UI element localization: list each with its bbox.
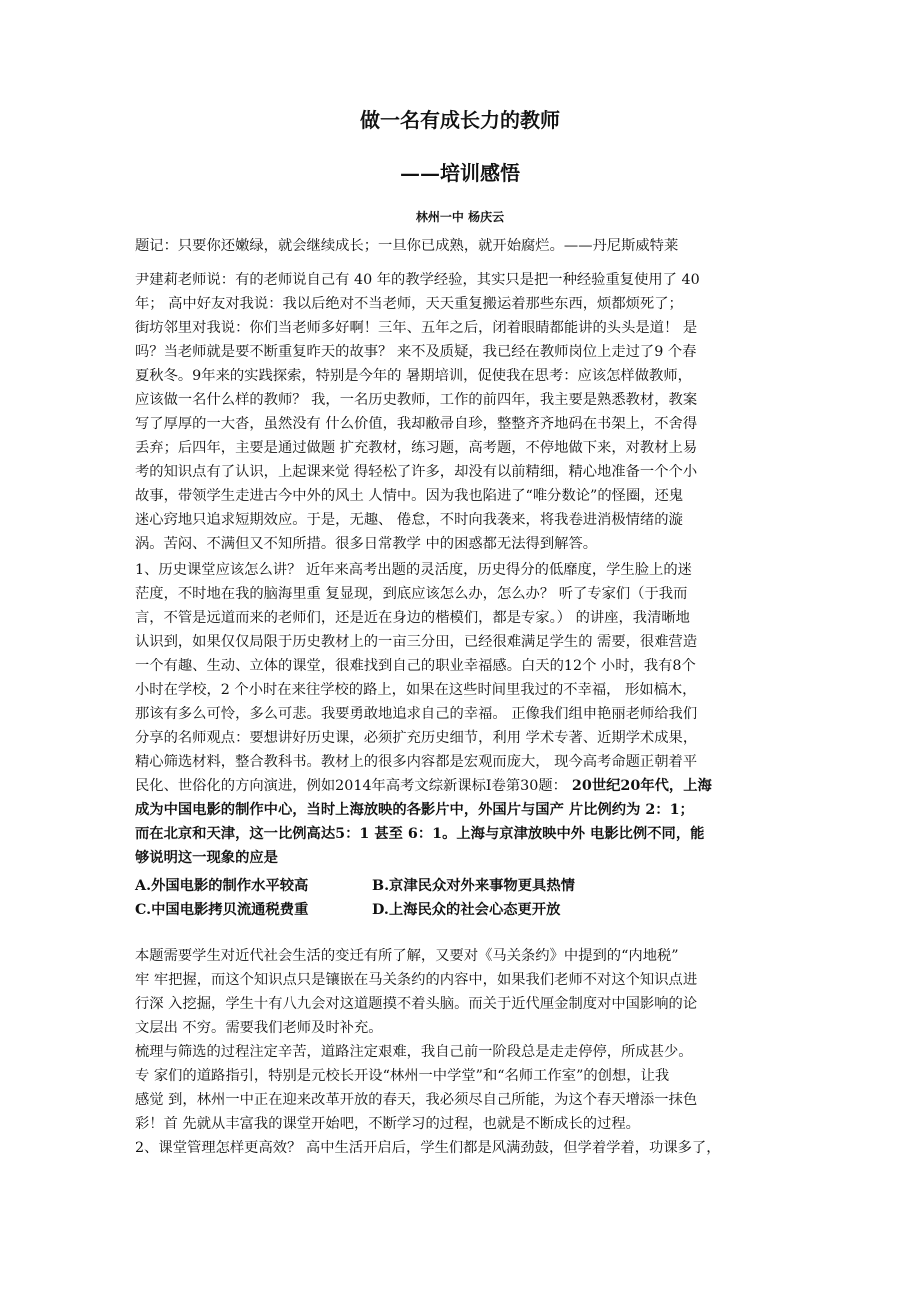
- text-line: 故事，带领学生走进古今中外的风土 人情中。因为我也陷进了“唯分数论”的怪圈，还鬼: [135, 488, 684, 504]
- text-line: 涡。苦闷、不满但又不知所措。很多日常教学 中的困惑都无法得到解答。: [135, 536, 598, 552]
- text-line: 考的知识点有了认识，上起课来觉 得轻松了许多，却没有以前精细，精心地准备一个个小: [135, 464, 698, 480]
- page-title: 做一名有成长力的教师: [360, 108, 560, 132]
- text-line: 感觉 到，林州一中正在迎来改革开放的春天，我必须尽自己所能，为这个春天增添一抹色: [135, 1092, 698, 1108]
- text-line: 文层出 不穷。需要我们老师及时补充。: [135, 1020, 383, 1036]
- text-line: 应该做一名什么样的教师？ 我，一名历史教师，工作的前四年，我主要是熟悉教材，教案: [135, 392, 698, 408]
- text-line: 尹建莉老师说：有的老师说自己有 40 年的教学经验，其实只是把一种经验重复使用了 40: [135, 272, 700, 288]
- text-line: 本题需要学生对近代社会生活的变迁有所了解，又要对《马关条约》中提到的“内地税”: [135, 948, 679, 964]
- epigraph: 题记：只要你还嫩绿，就会继续成长；一旦你已成熟，就开始腐烂。——丹尼斯威特莱: [135, 238, 679, 254]
- text-line: 彩！首 先就从丰富我的课堂开始吧，不断学习的过程，也就是不断成长的过程。: [135, 1116, 640, 1132]
- text-line: 认识到，如果仅仅局限于历史教材上的一亩三分田，已经很难满足学生的 需要，很难营造: [135, 634, 698, 650]
- exam-question-line: 够说明这一现象的应是: [135, 850, 278, 866]
- author-line: 林州一中 杨庆云: [415, 210, 505, 224]
- page-subtitle: ——培训感悟: [400, 161, 520, 185]
- text-line: 夏秋冬。9年来的实践探索，特别是今年的 暑期培训，促使我在思考：应该怎样做教师，: [135, 368, 692, 384]
- text-line: 茫度，不时地在我的脑海里重 复显现，到底应该怎么办，怎么办？ 听了专家们（于我而: [135, 586, 688, 602]
- text-line: 言，不管是远道而来的老师们，还是近在身边的楷模们，都是专家。） 的讲座，我清晰地: [135, 610, 690, 626]
- text-line: 分享的名师观点：要想讲好历史课，必须扩充历史细节，利用 学术专著、近期学术成果，: [135, 730, 698, 746]
- text-line: 梳理与筛选的过程注定辛苦，道路注定艰难，我自己前一阶段总是走走停停，所成甚少。: [135, 1044, 693, 1060]
- text-line: 小时在学校，2 个小时在来往学校的路上，如果在这些时间里我过的不幸福， 形如槁木，: [135, 682, 697, 698]
- text-line: 街坊邻里对我说：你们当老师多好啊！三年、五年之后，闭着眼睛都能讲的头头是道！ 是: [135, 320, 698, 336]
- text-line-mixed: [135, 774, 795, 798]
- option-b: B.京津民众对外来事物更具热情: [372, 878, 575, 894]
- exam-question-line: 而在北京和天津，这一比例高达5：1 甚至 6：1。上海与京津放映中外 电影比例不同，能: [135, 826, 705, 842]
- option-c: C.中国电影拷贝流通税费重: [135, 902, 309, 918]
- exam-question-start: 20世纪20年代，上海: [566, 778, 712, 794]
- text-line: 丢弃；后四年，主要是通过做题 扩充教材，练习题，高考题，不停地做下来，对教材上易: [135, 440, 698, 456]
- text-line: 专 家们的道路指引，特别是元校长开设“林州一中学堂”和“名师工作室”的创想，让我: [135, 1068, 670, 1084]
- text-line: 迷心窍地只追求短期效应。于是，无趣、 倦怠，不时向我袭来，将我卷进消极情绪的漩: [135, 512, 683, 528]
- text-line: 牢 牢把握，而这个知识点只是镶嵌在马关条约的内容中，如果我们老师不对这个知识点进: [135, 972, 698, 988]
- exam-intro: 民化、世俗化的方向演进，例如2014年高考文综新课标I卷第30题：: [135, 778, 567, 794]
- text-line: 行深 入挖掘，学生十有八九会对这道题摸不着头脑。而关于近代厘金制度对中国影响的论: [135, 996, 698, 1012]
- text-line: 精心筛选材料，整合教科书。教材上的很多内容都是宏观而庞大， 现今高考命题正朝着平: [135, 754, 698, 770]
- option-a: A.外国电影的制作水平较高: [135, 878, 309, 894]
- text-line: 写了厚厚的一大沓，虽然没有 什么价值，我却敝帚自珍，整整齐齐地码在书架上，不舍得: [135, 416, 698, 432]
- text-line: 1、历史课堂应该怎么讲？ 近年来高考出题的灵活度，历史得分的低靡度，学生脸上的迷: [135, 562, 692, 578]
- text-line: 吗？当老师就是要不断重复昨天的故事？ 来不及质疑，我已经在教师岗位上走过了9 个春: [135, 344, 697, 360]
- option-d: D.上海民众的社会心态更开放: [372, 902, 561, 918]
- exam-question-line: 成为中国电影的制作中心，当时上海放映的各影片中，外国片与国产 片比例约为 2：1；: [135, 802, 694, 818]
- text-line: 一个有趣、生动、立体的课堂，很难找到自己的职业幸福感。白天的12个 小时，我有8个: [135, 658, 696, 674]
- text-line: 年； 高中好友对我说：我以后绝对不当老师，天天重复搬运着那些东西，烦都烦死了；: [135, 296, 683, 312]
- text-line: 2、课堂管理怎样更高效？ 高中生活开启后，学生们都是风满劲鼓，但学着学着，功课多了，: [135, 1140, 721, 1156]
- text-line: 那该有多么可怜，多么可悲。我要勇敢地追求自己的幸福。 正像我们组申艳丽老师给我们: [135, 706, 698, 722]
